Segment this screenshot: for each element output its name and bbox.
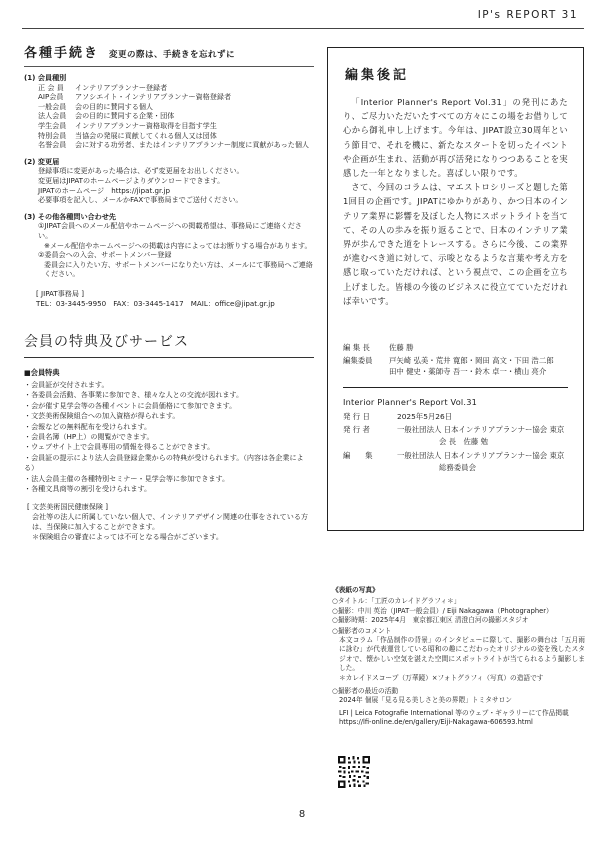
benefit-item: ・文芸美術保険組合への加入資格が得られます。	[24, 411, 180, 421]
activity-line: LFI | Leica Fotografie International 等のウェブ・ギャラリーにて作品掲載	[339, 708, 569, 717]
benefit-item: ・会が催す見学会等の各種イベントに会員価格にて参加できます。	[24, 400, 237, 410]
member-type-row	[38, 102, 314, 112]
section-title: (3) その他各種問い合わせ先	[24, 211, 116, 221]
editorial-paragraph: 「Interior Planner's Report Vol.31」の発刊にあたり、ご尽力いただいたすべての方々にこの場をお借りして心から御礼申し上げます。今年は、JIPAT設立30周年という節目で、それを機に、新たなスタートを切ったイベントや企画が生まれ、活動が再び活発になりつつあることを実感した一年となりました。喜ばしい限りです。	[343, 97, 568, 179]
publication-date-value: 2025年5月26日	[397, 412, 453, 422]
section-text-line: ②委員会への入会、サポートメンバー登録	[38, 250, 172, 260]
member-type-row	[38, 92, 314, 102]
member-type-desc: 会の目的に賛同する企業・団体	[75, 111, 175, 121]
insurance-text: 会社等の法人に所属していない個人で、インテリアデザイン関連の仕事をされている方は、当保険に加入することができます。	[32, 512, 309, 532]
publisher-row	[343, 425, 568, 436]
editorial-box	[327, 47, 584, 531]
member-type-row	[38, 131, 314, 141]
cover-comment-heading: ○撮影者のコメント	[332, 626, 392, 635]
section-text-line: 委員会に入りたい方、サポートメンバーになりたい方は、メールにて事務局へご連絡ください。	[44, 259, 313, 279]
committee-line: 田中 健史・薬師寺 吾一・鈴木 卓一・横山 亮介	[389, 367, 547, 377]
insurance-block	[24, 502, 314, 542]
benefits-rule	[24, 357, 314, 358]
procedures-subheading: 変更の際は、手続きを忘れずに	[109, 50, 236, 60]
qr-code	[338, 756, 370, 788]
editing-label: 編 集	[343, 450, 373, 460]
editing-row	[343, 451, 568, 462]
procedures-heading: 各種手続き	[24, 46, 100, 61]
editor-row	[343, 342, 568, 353]
editing-committee: 総務委員会	[439, 463, 476, 473]
member-type-desc: インテリアプランナー登録者	[75, 82, 168, 92]
benefit-item: ・各委員会活動、各事業に参加でき、様々な人との交流が図れます。	[24, 390, 244, 400]
header-rule	[22, 28, 584, 29]
coinage-note: ＊カレイドスコープ（万華鏡）×フォトグラフィ（写真）の造語です	[339, 673, 544, 682]
cover-notes-heading: 《表紙の写真》	[332, 586, 379, 594]
member-type-desc: 会に対する功労者、またはインテリアプランナー制度に貢献があった個人	[75, 140, 310, 150]
member-type-label: 一般会員	[38, 101, 67, 111]
section-text-line: 登録事項に変更があった場合は、必ず変更届をお出しください。	[38, 166, 244, 176]
committee-line: 戸矢崎 弘美・荒井 寛郎・岡田 高文・下田 浩二郎	[389, 356, 554, 366]
member-type-row	[38, 83, 314, 93]
member-type-label: AIP会員	[38, 92, 64, 102]
committee-label: 編集委員	[343, 356, 373, 366]
publisher-chairman: 会 長 佐藤 勉	[439, 437, 489, 447]
left-column	[24, 42, 314, 542]
publisher-value: 一般社団法人 日本インテリアプランナー協会 東京	[397, 424, 565, 434]
member-type-desc: アソシエイト・インテリアプランナー資格登録者	[75, 92, 232, 102]
office-contact-line: TEL：03-3445-9950 FAX：03-3445-1417 MAIL：office@jipat.gr.jp	[36, 298, 275, 308]
insurance-title: [ 文芸美術国民健康保険 ]	[27, 502, 108, 512]
procedures-rule	[24, 66, 314, 67]
member-type-desc: 会の目的に賛同する個人	[75, 101, 154, 111]
cover-title-line: ○タイトル：「工匠のカレイドグラフィ＊」	[332, 597, 461, 606]
section-text-line: 変更届はJIPATのホームページよりダウンロードできます。	[38, 175, 225, 185]
section-title: (1) 会員種別	[24, 73, 67, 82]
member-type-label: 正 会 員	[38, 82, 64, 92]
section-note-line: ※メール配信やホームページへの掲載は内容によってはお断りする場合があります。	[44, 240, 312, 250]
section-membership-types	[24, 73, 314, 150]
benefit-item: ・会員名簿（HP上）の閲覧ができます。	[24, 431, 154, 441]
member-type-desc: インテリアプランナー資格取得を目指す学生	[75, 120, 217, 130]
member-type-row	[38, 111, 314, 121]
publication-date-row	[343, 412, 568, 423]
jipat-homepage-url[interactable]: JIPATのホームページ https://jipat.gr.jp	[38, 185, 171, 195]
cover-photographer-line: ○撮影：中川 英治（JIPAT一般会員）/ Eiji Nakagawa（Photographer）	[332, 606, 553, 615]
cover-comment-text: 本文コラム「作品制作の背景」のインタビューに際して、撮影の舞台は「五月雨に詠む」が代表運営している昭和の趣にこだわったオリジナルの姿を残したスタジオで、懐かしい空気を湛えた空間にスポットライトが当てられるよう撮影しました。	[339, 636, 585, 673]
editorial-paragraph: さて、今回のコラムは、マエストロシリーズと題した第1回目の企画です。JIPATにゆかりがあり、かつ日本のインテリア業界に影響を及ぼした人物にスポットライトを当てて、その人の歩みを振り返ることで、日本のインテリア業界が歩んできた道をトレースする。さらに今後、この業界が進むべき道に対して、示唆となるような言葉や考え方を感じ取っていただければ、という視点で、この企画を立ち上げました。皆様の今後のビジネスに役立てていただければ幸いです。	[343, 182, 568, 306]
member-type-row	[38, 121, 314, 131]
page-header-title: IP's REPORT 31	[477, 9, 578, 21]
section-change-notification	[24, 157, 314, 205]
publisher-label: 発 行 者	[343, 424, 370, 434]
publication-date-label: 発 行 日	[343, 412, 370, 422]
benefit-item: ・各種文具商等の割引を受けられます。	[24, 483, 152, 493]
member-type-row	[38, 140, 314, 150]
benefits-section	[24, 331, 314, 542]
section-text-line: ①JIPAT会員へのメール配信やホームページへの掲載希望は、事務局にご連絡ください。	[38, 221, 302, 240]
publication-rule	[343, 387, 568, 388]
benefit-item: ・ウェブサイト上で会員専用の情報を得ることができます。	[24, 442, 215, 452]
committee-members	[389, 355, 568, 377]
editor-label: 編 集 長	[343, 343, 370, 353]
member-type-desc: 当協会の発展に貢献してくれる個人又は団体	[75, 130, 217, 140]
member-type-label: 法人会員	[38, 111, 67, 121]
section-title: (2) 変更届	[24, 156, 60, 166]
section-text-line: 必要事項を記入し、メールかFAXで事務局までご送付ください。	[38, 195, 243, 205]
editor-name: 佐藤 勝	[389, 343, 414, 353]
benefits-heading: 会員の特典及びサービス	[24, 333, 189, 350]
benefits-group-title: ■会員特典	[24, 367, 60, 377]
editorial-credits	[343, 342, 568, 377]
benefit-item: ・会員証の提示により法人会員登録企業からの特典が受けられます。（内容は各企業による）	[24, 452, 304, 473]
section-other-inquiries	[24, 212, 314, 279]
cover-activity-heading: ○撮影者の最近の活動	[332, 687, 399, 696]
publication-title: Interior Planner's Report Vol.31	[343, 397, 478, 408]
benefit-item: ・会報などの無料配布を受けられます。	[24, 421, 152, 431]
cover-period-line: ○撮影時期：2025年4月 東京都江東区 清澄白河の撮影スタジオ	[332, 616, 529, 625]
jipat-office-contact	[36, 289, 314, 309]
office-name: [ JIPAT事務局 ]	[36, 288, 84, 298]
benefit-item: ・会員証が交付されます。	[24, 379, 109, 389]
editorial-heading: 編集後記	[345, 68, 410, 83]
member-type-label: 名誉会員	[38, 140, 67, 150]
activity-line: 2024年 個展「見る見る美しさと美の界隈」トミタサロン	[339, 696, 512, 705]
cover-photo-notes	[332, 586, 590, 728]
member-type-label: 学生会員	[38, 120, 67, 130]
committee-row	[343, 355, 568, 377]
benefit-item: ・法人会員主催の各種特別セミナー・見学会等に参加できます。	[24, 473, 230, 483]
gallery-url[interactable]: https://lfi-online.de/en/gallery/Eiji-Nakagawa-606593.html	[339, 718, 533, 727]
insurance-note: ＊保険組合の審査によっては不可となる場合がございます。	[32, 532, 223, 542]
member-type-label: 特別会員	[38, 130, 67, 140]
page-number: 8	[298, 809, 306, 820]
editing-value: 一般社団法人 日本インテリアプランナー協会 東京	[397, 450, 565, 460]
